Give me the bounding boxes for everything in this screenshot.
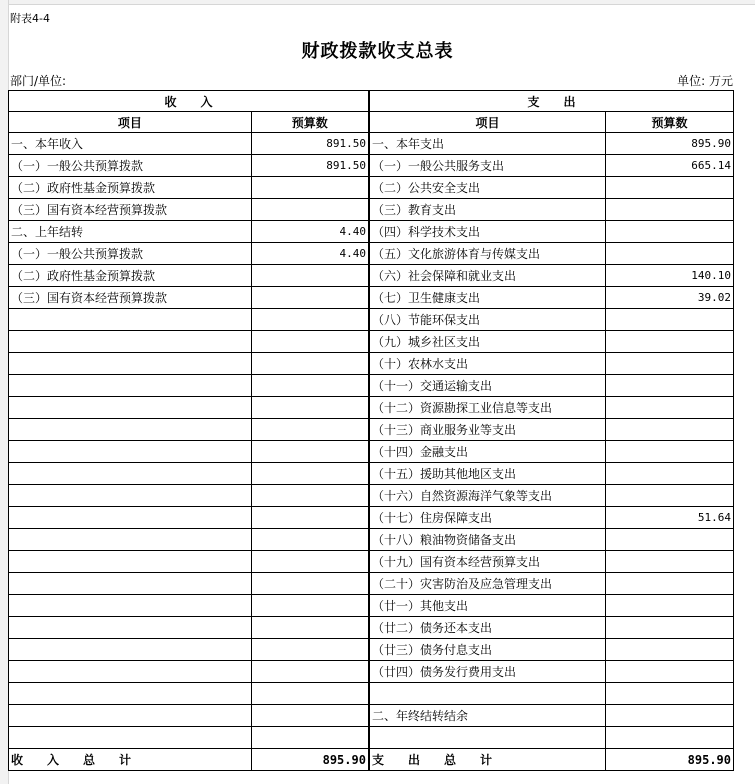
expense-item-cell[interactable]: （五）文化旅游体育与传媒支出 <box>369 243 606 265</box>
income-item-cell[interactable] <box>9 683 252 705</box>
expense-item-cell[interactable]: （二十）灾害防治及应急管理支出 <box>369 573 606 595</box>
table-row <box>9 331 734 353</box>
expense-item-cell[interactable]: （十一）交通运输支出 <box>369 375 606 397</box>
expense-value-cell[interactable] <box>606 309 734 331</box>
income-item-cell[interactable] <box>9 529 252 551</box>
expense-value-cell[interactable] <box>606 463 734 485</box>
department-label: 部门/单位: <box>10 74 67 88</box>
income-item-cell[interactable]: （三）国有资本经营预算拨款 <box>9 199 252 221</box>
table-row <box>9 661 734 683</box>
income-value-cell[interactable] <box>251 705 369 727</box>
expense-item-cell[interactable]: （十六）自然资源海洋气象等支出 <box>369 485 606 507</box>
expense-value-cell[interactable] <box>606 441 734 463</box>
expense-item-cell[interactable]: （廿四）债务发行费用支出 <box>369 661 606 683</box>
expense-item-cell[interactable]: （廿一）其他支出 <box>369 595 606 617</box>
table-row <box>9 287 734 309</box>
expense-value-cell[interactable] <box>606 595 734 617</box>
income-value-cell[interactable]: 891.50 <box>251 133 369 155</box>
expense-value-cell[interactable]: 140.10 <box>606 265 734 287</box>
table-row <box>9 617 734 639</box>
expense-item-cell[interactable]: （九）城乡社区支出 <box>369 331 606 353</box>
expense-value-cell[interactable] <box>606 199 734 221</box>
income-item-cell[interactable] <box>9 485 252 507</box>
table-row <box>9 133 734 155</box>
table-row <box>9 441 734 463</box>
income-item-cell[interactable] <box>9 661 252 683</box>
table-row <box>9 463 734 485</box>
expense-budget-header[interactable]: 预算数 <box>606 112 734 133</box>
income-item-cell[interactable]: （一）一般公共预算拨款 <box>9 155 252 177</box>
expense-value-cell[interactable] <box>606 683 734 705</box>
table-row <box>9 199 734 221</box>
income-total-label[interactable]: 收 入 总 计 <box>9 749 252 771</box>
table-body <box>9 133 734 749</box>
expense-total-value[interactable]: 895.90 <box>606 749 734 771</box>
expense-value-cell[interactable]: 39.02 <box>606 287 734 309</box>
income-item-cell[interactable]: （一）一般公共预算拨款 <box>9 243 252 265</box>
table-row <box>9 265 734 287</box>
table-row <box>9 221 734 243</box>
table-row <box>9 485 734 507</box>
income-value-cell[interactable] <box>251 507 369 529</box>
expense-value-cell[interactable] <box>606 705 734 727</box>
expense-value-cell[interactable] <box>606 573 734 595</box>
income-value-cell[interactable] <box>251 287 369 309</box>
expense-item-cell[interactable]: （十）农林水支出 <box>369 353 606 375</box>
income-item-header[interactable]: 项目 <box>9 112 252 133</box>
income-item-cell[interactable] <box>9 705 252 727</box>
income-item-cell[interactable]: （二）政府性基金预算拨款 <box>9 177 252 199</box>
income-item-cell[interactable] <box>9 617 252 639</box>
income-item-cell[interactable] <box>9 375 252 397</box>
income-item-cell[interactable]: 一、本年收入 <box>9 133 252 155</box>
income-value-cell[interactable] <box>251 265 369 287</box>
expense-item-cell[interactable]: （十九）国有资本经营预算支出 <box>369 551 606 573</box>
income-budget-header[interactable]: 预算数 <box>251 112 369 133</box>
expense-item-cell[interactable]: （廿二）债务还本支出 <box>369 617 606 639</box>
table-row <box>9 551 734 573</box>
expense-value-cell[interactable] <box>606 419 734 441</box>
income-value-cell[interactable] <box>251 661 369 683</box>
income-item-cell[interactable] <box>9 727 252 749</box>
table-row <box>9 705 734 727</box>
expense-header[interactable]: 支 出 <box>369 91 734 112</box>
expense-value-cell[interactable] <box>606 485 734 507</box>
income-value-cell[interactable] <box>251 441 369 463</box>
expense-value-cell[interactable] <box>606 727 734 749</box>
table-row <box>9 595 734 617</box>
expense-total-label[interactable]: 支 出 总 计 <box>369 749 606 771</box>
table-row <box>9 155 734 177</box>
sheet-top-edge <box>0 0 755 5</box>
income-value-cell[interactable] <box>251 529 369 551</box>
expense-item-cell[interactable]: （廿三）债务付息支出 <box>369 639 606 661</box>
expense-value-cell[interactable] <box>606 177 734 199</box>
income-value-cell[interactable] <box>251 199 369 221</box>
expense-item-cell[interactable]: （八）节能环保支出 <box>369 309 606 331</box>
income-value-cell[interactable] <box>251 595 369 617</box>
table-row <box>9 573 734 595</box>
income-value-cell[interactable] <box>251 683 369 705</box>
attachment-label: 附表4-4 <box>10 12 50 25</box>
expense-value-cell[interactable]: 665.14 <box>606 155 734 177</box>
income-item-cell[interactable]: （二）政府性基金预算拨款 <box>9 265 252 287</box>
table-row <box>9 683 734 705</box>
table-row <box>9 419 734 441</box>
income-value-cell[interactable] <box>251 463 369 485</box>
expense-item-cell[interactable]: （十四）金融支出 <box>369 441 606 463</box>
expense-value-cell[interactable]: 51.64 <box>606 507 734 529</box>
expense-item-cell[interactable]: （十二）资源勘探工业信息等支出 <box>369 397 606 419</box>
expense-item-cell[interactable]: （一）一般公共服务支出 <box>369 155 606 177</box>
expense-item-cell[interactable]: （十三）商业服务业等支出 <box>369 419 606 441</box>
income-value-cell[interactable] <box>251 617 369 639</box>
income-item-cell[interactable] <box>9 573 252 595</box>
table-row <box>9 375 734 397</box>
expense-item-cell[interactable]: 二、年终结转结余 <box>369 705 606 727</box>
expense-value-cell[interactable] <box>606 639 734 661</box>
income-value-cell[interactable] <box>251 309 369 331</box>
expense-item-cell[interactable]: 一、本年支出 <box>369 133 606 155</box>
income-value-cell[interactable] <box>251 397 369 419</box>
income-value-cell[interactable] <box>251 177 369 199</box>
income-item-cell[interactable] <box>9 463 252 485</box>
expense-item-header[interactable]: 项目 <box>369 112 606 133</box>
expense-item-cell[interactable]: （二）公共安全支出 <box>369 177 606 199</box>
expense-value-cell[interactable] <box>606 221 734 243</box>
expense-value-cell[interactable] <box>606 353 734 375</box>
expense-value-cell[interactable] <box>606 617 734 639</box>
income-value-cell[interactable]: 4.40 <box>251 243 369 265</box>
income-item-cell[interactable] <box>9 331 252 353</box>
income-value-cell[interactable] <box>251 573 369 595</box>
unit-label: 单位: 万元 <box>677 74 733 88</box>
income-item-cell[interactable] <box>9 551 252 573</box>
budget-table <box>8 90 734 771</box>
income-header[interactable]: 收 入 <box>9 91 369 112</box>
income-value-cell[interactable] <box>251 419 369 441</box>
expense-item-cell[interactable] <box>369 727 606 749</box>
income-item-cell[interactable] <box>9 639 252 661</box>
table-row <box>9 177 734 199</box>
income-value-cell[interactable] <box>251 639 369 661</box>
expense-value-cell[interactable] <box>606 529 734 551</box>
income-item-cell[interactable]: 二、上年结转 <box>9 221 252 243</box>
table-row <box>9 397 734 419</box>
income-value-cell[interactable] <box>251 353 369 375</box>
table-row <box>9 353 734 375</box>
income-value-cell[interactable] <box>251 485 369 507</box>
expense-value-cell[interactable]: 895.90 <box>606 133 734 155</box>
income-item-cell[interactable] <box>9 595 252 617</box>
expense-item-cell[interactable]: （十七）住房保障支出 <box>369 507 606 529</box>
expense-value-cell[interactable] <box>606 661 734 683</box>
income-item-cell[interactable] <box>9 507 252 529</box>
expense-item-cell[interactable]: （三）教育支出 <box>369 199 606 221</box>
income-item-cell[interactable] <box>9 419 252 441</box>
page-title: 财政拨款收支总表 <box>301 41 454 62</box>
expense-item-cell[interactable]: （十五）援助其他地区支出 <box>369 463 606 485</box>
expense-item-cell[interactable]: （四）科学技术支出 <box>369 221 606 243</box>
income-item-cell[interactable] <box>9 353 252 375</box>
income-value-cell[interactable]: 4.40 <box>251 221 369 243</box>
table-row <box>9 309 734 331</box>
expense-item-cell[interactable]: （十八）粮油物资储备支出 <box>369 529 606 551</box>
income-item-cell[interactable]: （三）国有资本经营预算拨款 <box>9 287 252 309</box>
income-value-cell[interactable] <box>251 375 369 397</box>
expense-value-cell[interactable] <box>606 551 734 573</box>
table-row <box>9 243 734 265</box>
income-item-cell[interactable] <box>9 441 252 463</box>
expense-item-cell[interactable]: （七）卫生健康支出 <box>369 287 606 309</box>
expense-item-cell[interactable] <box>369 683 606 705</box>
income-value-cell[interactable] <box>251 551 369 573</box>
income-item-cell[interactable] <box>9 397 252 419</box>
income-item-cell[interactable] <box>9 309 252 331</box>
income-value-cell[interactable] <box>251 331 369 353</box>
expense-value-cell[interactable] <box>606 243 734 265</box>
table-row <box>9 639 734 661</box>
table-row <box>9 507 734 529</box>
table-row <box>9 727 734 749</box>
income-value-cell[interactable] <box>251 727 369 749</box>
income-value-cell[interactable]: 891.50 <box>251 155 369 177</box>
expense-value-cell[interactable] <box>606 375 734 397</box>
table-row <box>9 529 734 551</box>
expense-item-cell[interactable]: （六）社会保障和就业支出 <box>369 265 606 287</box>
expense-value-cell[interactable] <box>606 397 734 419</box>
expense-value-cell[interactable] <box>606 331 734 353</box>
income-total-value[interactable]: 895.90 <box>251 749 369 771</box>
